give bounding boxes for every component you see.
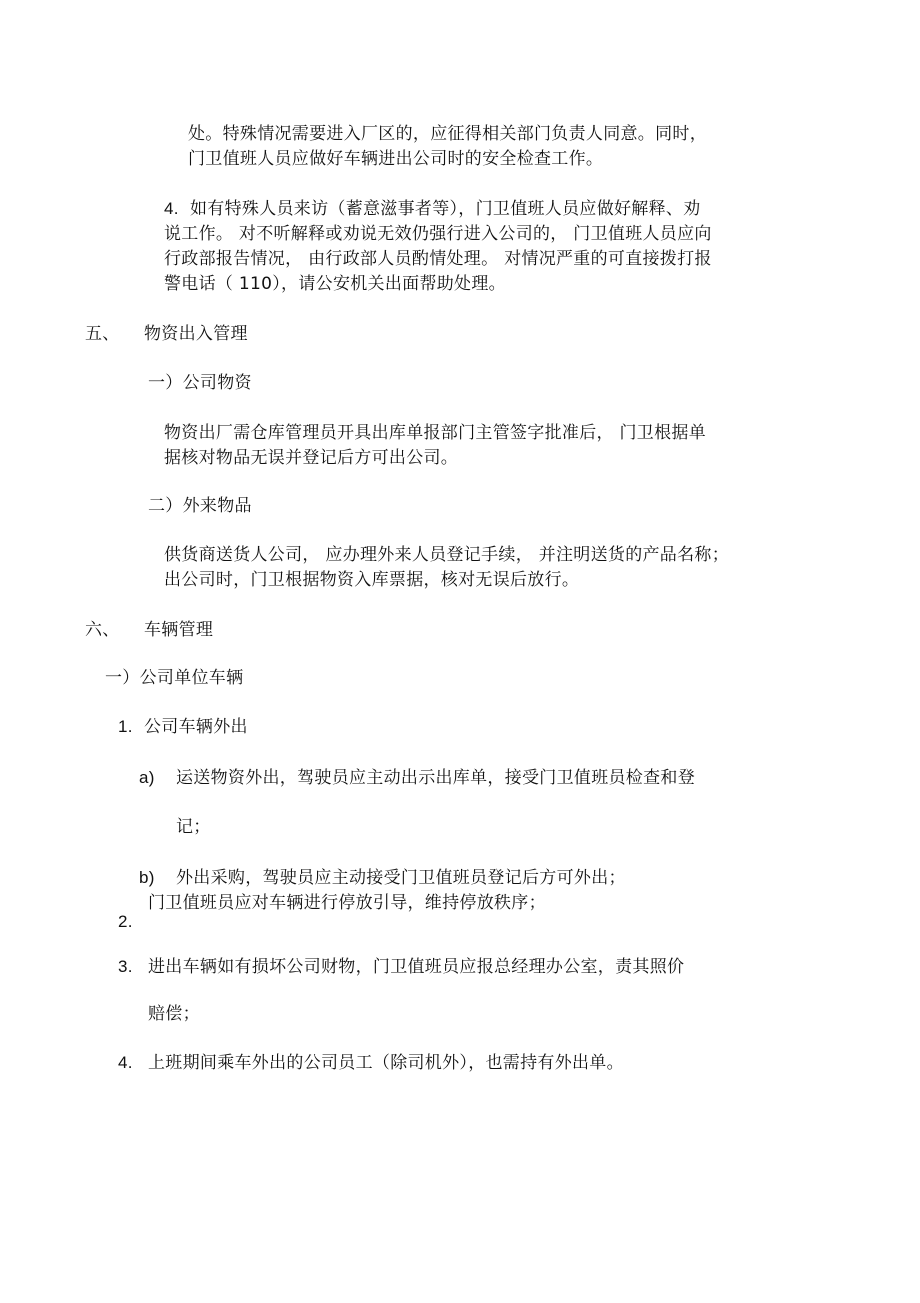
paragraph-line: 出公司时，门卫根据物资入库票据，核对无误后放行。 xyxy=(164,570,580,590)
sublist-label: b) xyxy=(139,868,155,887)
subsection-heading: 一）公司单位车辆 xyxy=(105,668,244,688)
paragraph-line: 据核对物品无误并登记后方可出公司。 xyxy=(164,448,459,468)
paragraph-line: 物资出厂需仓库管理员开具出库单报部门主管签字批准后， 门卫根据单 xyxy=(164,423,707,443)
section-heading: 车辆管理 xyxy=(144,620,214,640)
list-item-text: 上班期间乘车外出的公司员工（除司机外），也需持有外出单。 xyxy=(148,1053,624,1073)
paragraph-line: 门卫值班人员应做好车辆进出公司时的安全检查工作。 xyxy=(188,149,604,169)
paragraph-line: 如有特殊人员来访（蓄意滋事者等），门卫值班人员应做好解释、劝 xyxy=(190,199,701,219)
paragraph-line: 处。特殊情况需要进入厂区的，应征得相关部门负责人同意。同时， xyxy=(188,124,707,144)
paragraph-line: 行政部报告情况， 由行政部人员酌情处理。 对情况严重的可直接拨打报 xyxy=(164,249,712,269)
paragraph-line: 记； xyxy=(176,817,211,837)
paragraph-line: 外出采购，驾驶员应主动接受门卫值班员登记后方可外出； xyxy=(176,868,626,888)
list-number: 4. xyxy=(118,1053,133,1072)
list-number: 3. xyxy=(118,957,133,976)
paragraph-line: 说工作。 对不听解释或劝说无效仍强行进入公司的， 门卫值班人员应向 xyxy=(164,224,712,244)
list-number: 2. xyxy=(118,912,133,931)
sublist-label: a) xyxy=(139,768,155,787)
list-number: 4. xyxy=(164,199,179,218)
paragraph-line: 进出车辆如有损坏公司财物，门卫值班员应报总经理办公室，责其照价 xyxy=(148,957,685,977)
section-heading: 物资出入管理 xyxy=(144,324,248,344)
subsection-heading: 一）公司物资 xyxy=(148,373,252,393)
paragraph-line: 赔偿； xyxy=(148,1004,200,1024)
section-index: 六、 xyxy=(85,620,120,640)
paragraph-line: 供货商送货人公司， 应办理外来人员登记手续， 并注明送货的产品名称； xyxy=(164,545,730,565)
list-item-text: 门卫值班员应对车辆进行停放引导，维持停放秩序； xyxy=(148,893,546,913)
paragraph-line: 运送物资外出，驾驶员应主动出示出库单，接受门卫值班员检查和登 xyxy=(176,768,695,788)
subsection-heading: 二）外来物品 xyxy=(148,496,252,516)
paragraph-line: 警电话（ 110），请公安机关出面帮助处理。 xyxy=(164,274,506,294)
section-index: 五、 xyxy=(85,324,120,344)
list-number: 1. xyxy=(118,717,133,736)
list-item-text: 公司车辆外出 xyxy=(144,717,248,737)
